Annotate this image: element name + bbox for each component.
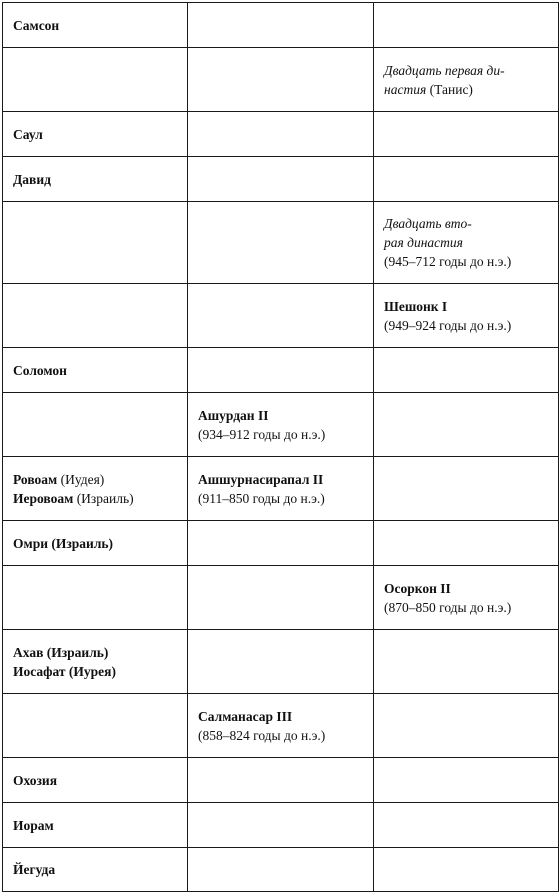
cell-text: Двадцать вто- [384,216,472,231]
reign-cell [3,803,188,848]
cell-line [13,816,177,835]
egypt-cell [374,758,559,803]
egypt-cell [374,157,559,202]
assyria-cell [188,348,374,393]
reign-cell [3,393,188,457]
table-row [3,348,559,393]
cell-line [198,406,363,425]
cell-text: Шешонк I [384,298,448,314]
assyria-cell [188,803,374,848]
cell-line [13,643,177,662]
cell-text: Ашшурнасирапал II [198,471,324,487]
cell-text: Салманасар III [198,708,293,724]
cell-text: настия [384,81,427,97]
assyria-cell [188,848,374,892]
reign-cell [3,202,188,284]
cell-text: Ровоам [13,471,58,487]
cell-text: Давид [13,171,51,187]
cell-text: (945–712 годы до н.э.) [384,254,512,269]
assyria-cell [188,202,374,284]
reign-cell [3,758,188,803]
cell-line [198,470,363,489]
cell-text: Саул [13,126,43,142]
cell-text: (911–850 годы до н.э.) [198,490,325,506]
chronology-table-body [3,3,559,892]
egypt-cell [374,457,559,521]
assyria-cell [188,157,374,202]
reign-cell [3,157,188,202]
egypt-cell [374,112,559,157]
document-page [2,2,558,892]
table-row [3,521,559,566]
cell-line [384,214,548,233]
cell-line [384,598,548,617]
cell-text: (Израиль) [73,490,134,506]
assyria-cell [188,521,374,566]
cell-line [384,80,548,99]
assyria-cell [188,457,374,521]
chronology-table [2,2,559,892]
cell-line [198,489,363,508]
table-row [3,694,559,758]
table-row [3,284,559,348]
table-row [3,803,559,848]
reign-cell [3,348,188,393]
table-row [3,566,559,630]
assyria-cell [188,112,374,157]
reign-cell [3,3,188,48]
cell-text: Ахав (Израиль) [13,644,109,660]
reign-cell [3,112,188,157]
table-row [3,393,559,457]
table-row [3,630,559,694]
cell-text: Омри (Израиль) [13,535,114,551]
cell-line [198,707,363,726]
cell-text: (870–850 годы до н.э.) [384,599,512,615]
reign-cell [3,630,188,694]
egypt-cell [374,202,559,284]
cell-line [13,125,177,144]
reign-cell [3,284,188,348]
assyria-cell [188,48,374,112]
table-row [3,848,559,892]
cell-line [13,16,177,35]
egypt-cell [374,848,559,892]
table-row [3,157,559,202]
cell-line [13,534,177,553]
cell-line [198,726,363,745]
assyria-cell [188,393,374,457]
assyria-cell [188,566,374,630]
egypt-cell [374,803,559,848]
egypt-cell [374,284,559,348]
cell-line [384,297,548,316]
cell-text: Охозия [13,772,57,788]
table-row [3,3,559,48]
cell-line [384,61,548,80]
cell-line [384,252,548,271]
reign-cell [3,457,188,521]
assyria-cell [188,3,374,48]
cell-text: Ашурдан II [198,407,269,423]
egypt-cell [374,694,559,758]
cell-line [13,860,177,879]
cell-line [13,361,177,380]
cell-text: Двадцать первая ди- [384,62,505,78]
reign-cell [3,48,188,112]
cell-line [13,489,177,508]
egypt-cell [374,566,559,630]
cell-text: (Танис) [426,81,473,97]
reign-cell [3,694,188,758]
table-row [3,112,559,157]
assyria-cell [188,758,374,803]
cell-text: (858–824 годы до н.э.) [198,727,326,743]
cell-text: (Иудея) [57,471,105,487]
cell-text: (934–912 годы до н.э.) [198,426,326,442]
cell-line [384,316,548,335]
reign-cell [3,521,188,566]
cell-text: Соломон [13,362,67,378]
assyria-cell [188,284,374,348]
egypt-cell [374,348,559,393]
cell-line [13,170,177,189]
egypt-cell [374,48,559,112]
cell-line [13,662,177,681]
reign-cell [3,566,188,630]
cell-line [13,771,177,790]
cell-line [384,579,548,598]
reign-cell [3,848,188,892]
egypt-cell [374,521,559,566]
table-row [3,758,559,803]
cell-text: (949–924 годы до н.э.) [384,317,512,333]
cell-text: Самсон [13,17,60,33]
assyria-cell [188,630,374,694]
cell-line [198,425,363,444]
egypt-cell [374,393,559,457]
table-row [3,48,559,112]
cell-text: Иосафат (Иурея) [13,663,116,679]
cell-text: рая династия [384,235,463,250]
cell-line [13,470,177,489]
cell-text: Иорам [13,817,54,833]
egypt-cell [374,630,559,694]
egypt-cell [374,3,559,48]
cell-line [384,233,548,252]
table-row [3,457,559,521]
cell-text: Иеровоам [13,490,74,506]
assyria-cell [188,694,374,758]
cell-text: Йегуда [13,862,56,877]
cell-text: Осоркон II [384,580,451,596]
table-row [3,202,559,284]
